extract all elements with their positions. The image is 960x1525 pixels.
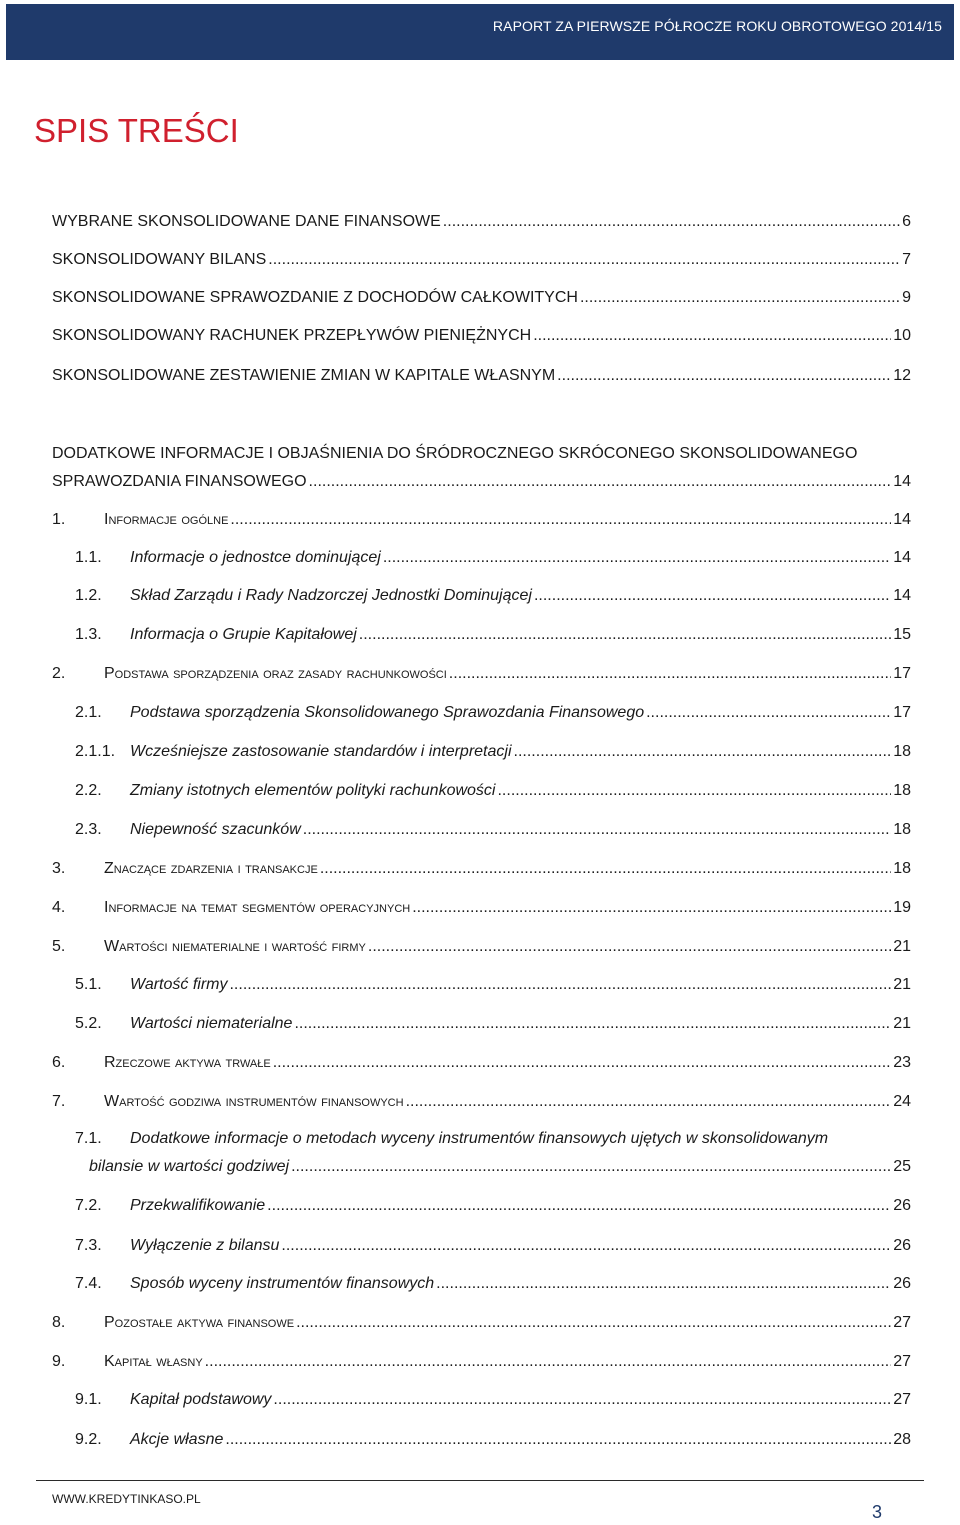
toc-entry-label: Akcje własne <box>130 1431 224 1448</box>
toc-entry-label: Sposób wyceny instrumentów finansowych <box>130 1275 435 1292</box>
toc-leader-dots <box>497 781 891 801</box>
toc-entry[interactable] <box>52 1092 911 1112</box>
toc-entry-number: 9.2. <box>75 1431 102 1448</box>
toc-entry-label: Dodatkowe informacje o metodach wyceny instrumentów finansowych ujętych w skonsolidowanym <box>130 1130 829 1147</box>
toc-entry-label: Zmiany istotnych elementów polityki rachunkowości <box>130 782 496 799</box>
toc-entry-number: 2.3. <box>75 821 102 838</box>
toc-entry-label: WYBRANE SKONSOLIDOWANE DANE FINANSOWE <box>52 213 441 230</box>
toc-entry-number: 8. <box>52 1314 66 1331</box>
toc-entry-number: 7.2. <box>75 1197 102 1214</box>
toc-entry-page: 17 <box>893 704 911 721</box>
toc-entry[interactable] <box>52 859 911 879</box>
footer-url[interactable]: WWW.KREDYTINKASO.PL <box>52 1492 201 1506</box>
toc-entry[interactable] <box>75 703 911 723</box>
page-title: SPIS TREŚCI <box>34 112 239 149</box>
toc-entry-label: Wartość godziwa instrumentów finansowych <box>104 1093 404 1110</box>
toc-leader-dots <box>534 586 891 606</box>
toc-leader-dots <box>514 742 892 762</box>
toc-entry-number: 2. <box>52 665 66 682</box>
toc-entry-page: 9 <box>902 289 911 306</box>
toc-entry-number: 2.2. <box>75 782 102 799</box>
toc-entry-page: 26 <box>893 1275 911 1292</box>
toc-entry[interactable] <box>75 1196 911 1216</box>
toc-entry[interactable] <box>52 1352 911 1372</box>
toc-entry-page: 14 <box>893 587 911 604</box>
toc-leader-dots <box>412 898 891 918</box>
toc-entry[interactable] <box>75 781 911 801</box>
toc-entry-label: Informacje na temat segmentów operacyjnych <box>104 899 411 916</box>
toc-entry-wrapped[interactable] <box>75 1129 911 1149</box>
toc-leader-dots <box>320 859 891 879</box>
toc-entry-label: Przekwalifikowanie <box>130 1197 266 1214</box>
toc-entry[interactable] <box>52 288 911 308</box>
toc-leader-dots <box>443 212 900 232</box>
toc-entry-label: Pozostałe aktywa finansowe <box>104 1314 295 1331</box>
toc-entry[interactable] <box>75 1390 911 1410</box>
toc-entry-number: 7. <box>52 1093 66 1110</box>
toc-entry-label: Wyłączenie z bilansu <box>130 1237 280 1254</box>
toc-entry-page: 27 <box>893 1353 911 1370</box>
toc-entry-page: 17 <box>893 665 911 682</box>
toc-entry[interactable] <box>75 548 911 568</box>
toc-entry-label: SPRAWOZDANIA FINANSOWEGO <box>52 473 307 490</box>
toc-entry-page: 12 <box>893 367 911 384</box>
toc-entry-label: Skład Zarządu i Rady Nadzorczej Jednostki Dominującej <box>130 587 532 604</box>
toc-entry-page: 19 <box>893 899 911 916</box>
toc-entry-label: bilansie w wartości godziwej <box>89 1158 290 1175</box>
toc-entry-page: 18 <box>893 860 911 877</box>
toc-leader-dots <box>291 1157 891 1177</box>
toc-entry-label: Znaczące zdarzenia i transakcje <box>104 860 318 877</box>
toc-entry[interactable] <box>75 742 911 762</box>
toc-entry[interactable] <box>75 1274 911 1294</box>
footer-divider <box>36 1480 924 1481</box>
toc-entry-label: Wcześniejsze zastosowanie standardów i interpretacji <box>130 743 512 760</box>
toc-entry[interactable] <box>75 1014 911 1034</box>
toc-entry-page: 7 <box>902 251 911 268</box>
toc-entry-label: Wartości niematerialne i wartość firmy <box>104 938 366 955</box>
toc-leader-dots <box>205 1352 892 1372</box>
toc-leader-dots <box>273 1390 891 1410</box>
toc-entry-label: Podstawa sporządzenia oraz zasady rachunkowości <box>104 665 447 682</box>
toc-entry-number: 4. <box>52 899 66 916</box>
toc-entry-label: Kapitał podstawowy <box>130 1391 272 1408</box>
toc-entry-number: 1.2. <box>75 587 102 604</box>
toc-entry-label: Rzeczowe aktywa trwałe <box>104 1054 271 1071</box>
toc-entry-wrapped-cont[interactable] <box>89 1157 911 1177</box>
toc-entry[interactable] <box>52 212 911 232</box>
toc-leader-dots <box>383 548 891 568</box>
toc-leader-dots <box>225 1430 891 1450</box>
toc-leader-dots <box>267 1196 891 1216</box>
toc-entry-number: 1. <box>52 511 66 528</box>
toc-entry-number: 2.1. <box>75 704 102 721</box>
toc-entry[interactable] <box>75 586 911 606</box>
toc-entry-number: 2.1.1. <box>75 743 116 760</box>
toc-entry-label: SKONSOLIDOWANE ZESTAWIENIE ZMIAN W KAPITALE WŁASNYM <box>52 367 556 384</box>
toc-entry[interactable] <box>75 975 911 995</box>
toc-entry[interactable] <box>52 937 911 957</box>
toc-entry-page: 21 <box>893 1015 911 1032</box>
toc-entry-number: 9. <box>52 1353 66 1370</box>
page-number: 3 <box>872 1502 883 1522</box>
toc-entry-number: 3. <box>52 860 66 877</box>
toc-entry-label: Kapitał własny <box>104 1353 203 1370</box>
toc-leader-dots <box>281 1236 891 1256</box>
toc-leader-dots <box>580 288 900 308</box>
toc-leader-dots <box>230 510 891 530</box>
toc-entry-page: 6 <box>902 213 911 230</box>
toc-entry-label: Wartości niematerialne <box>130 1015 293 1032</box>
toc-entry-label: SKONSOLIDOWANY RACHUNEK PRZEPŁYWÓW PIENIĘŻNYCH <box>52 327 532 344</box>
toc-entry[interactable] <box>52 898 911 918</box>
toc-leader-dots <box>294 1014 891 1034</box>
toc-entry-number: 9.1. <box>75 1391 102 1408</box>
toc-entry-number: 5.1. <box>75 976 102 993</box>
toc-entry-page: 27 <box>893 1314 911 1331</box>
toc-entry-number: 1.3. <box>75 626 102 643</box>
toc-entry-page: 18 <box>893 821 911 838</box>
toc-entry-label: Podstawa sporządzenia Skonsolidowanego Sprawozdania Finansowego <box>130 704 645 721</box>
report-title: RAPORT ZA PIERWSZE PÓŁROCZE ROKU OBROTOWEGO 2014/15 <box>492 18 942 34</box>
toc-leader-dots <box>533 326 891 346</box>
toc-leader-dots <box>309 468 892 496</box>
toc-leader-dots <box>436 1274 891 1294</box>
toc-entry-page: 14 <box>893 511 911 528</box>
toc-entry-page: 10 <box>893 327 911 344</box>
toc-leader-dots <box>303 820 891 840</box>
toc-leader-dots <box>229 975 891 995</box>
toc-entry-page: 27 <box>893 1391 911 1408</box>
toc-entry-label: Informacja o Grupie Kapitałowej <box>130 626 357 643</box>
toc-entry-number: 7.3. <box>75 1237 102 1254</box>
toc-entry-number: 5. <box>52 938 66 955</box>
toc-entry-label: Informacje ogólne <box>104 511 229 528</box>
toc-entry-page: 24 <box>893 1093 911 1110</box>
toc-entry[interactable] <box>52 1053 911 1073</box>
toc-entry-label: Informacje o jednostce dominującej <box>130 549 381 566</box>
toc-entry-notes[interactable] <box>52 440 911 496</box>
toc-leader-dots <box>646 703 891 723</box>
toc-entry[interactable] <box>52 366 911 386</box>
toc-entry-page: 15 <box>893 626 911 643</box>
toc-entry[interactable] <box>75 625 911 645</box>
toc-leader-dots <box>359 625 891 645</box>
toc-entry-number: 5.2. <box>75 1015 102 1032</box>
toc-entry[interactable] <box>52 510 911 530</box>
toc-entry[interactable] <box>75 1236 911 1256</box>
toc-leader-dots <box>449 664 891 684</box>
toc-entry-page: 28 <box>893 1431 911 1448</box>
toc-entry-number: 1.1. <box>75 549 102 566</box>
toc-entry-label: Niepewność szacunków <box>130 821 301 838</box>
toc-entry[interactable] <box>52 664 911 684</box>
toc-entry-page: 14 <box>893 549 911 566</box>
toc-leader-dots <box>557 366 891 386</box>
toc-entry[interactable] <box>52 326 911 346</box>
toc-entry-page: 26 <box>893 1237 911 1254</box>
toc-entry[interactable] <box>75 820 911 840</box>
toc-leader-dots <box>368 937 891 957</box>
toc-entry-number: 7.1. <box>75 1130 102 1147</box>
toc-entry-label: SKONSOLIDOWANY BILANS <box>52 251 267 268</box>
toc-entry-label: Wartość firmy <box>130 976 228 993</box>
toc-leader-dots <box>268 250 900 270</box>
toc-entry-page: 14 <box>893 473 911 490</box>
toc-entry-page: 21 <box>893 976 911 993</box>
toc-entry-page: 21 <box>893 938 911 955</box>
toc-entry-label: DODATKOWE INFORMACJE I OBJAŚNIENIA DO ŚRÓDROCZNEGO SKRÓCONEGO SKONSOLIDOWANEGO <box>52 445 858 462</box>
toc-leader-dots <box>296 1313 891 1333</box>
toc-entry-page: 26 <box>893 1197 911 1214</box>
toc-entry-page: 23 <box>893 1054 911 1071</box>
toc-entry-page: 18 <box>893 743 911 760</box>
toc-entry-page: 25 <box>893 1158 911 1175</box>
toc-entry-number: 7.4. <box>75 1275 102 1292</box>
toc-entry[interactable] <box>52 250 911 270</box>
toc-entry-label: SKONSOLIDOWANE SPRAWOZDANIE Z DOCHODÓW CAŁKOWITYCH <box>52 289 578 306</box>
toc-entry[interactable] <box>75 1430 911 1450</box>
toc-leader-dots <box>406 1092 892 1112</box>
toc-entry[interactable] <box>52 1313 911 1333</box>
toc-entry-number: 6. <box>52 1054 66 1071</box>
toc-leader-dots <box>273 1053 891 1073</box>
toc-entry-page: 18 <box>893 782 911 799</box>
